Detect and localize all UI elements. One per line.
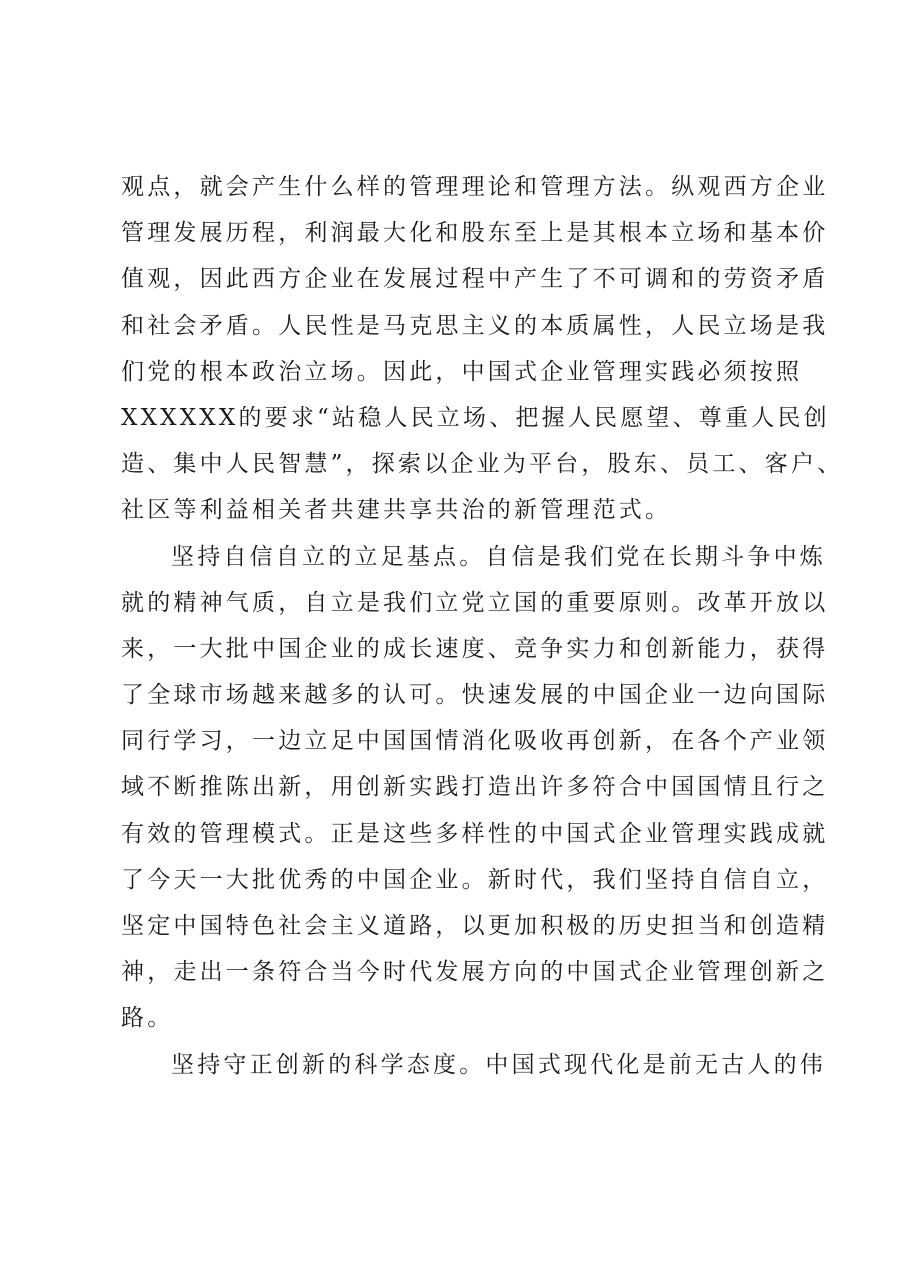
text-line: 坚持自信自立的立足基点。自信是我们党在长期斗争中炼 <box>171 543 826 570</box>
text-line: 值观，因此西方企业在发展过程中产生了不可调和的劳资矛盾 <box>121 266 829 293</box>
text-line: 来，一大批中国企业的成长速度、竞争实力和创新能力，获得 <box>121 635 829 662</box>
text-line: 了今天一大批优秀的中国企业。新时代，我们坚持自信自立， <box>121 866 829 893</box>
text-line: 和社会矛盾。人民性是马克思主义的本质属性，人民立场是我 <box>121 312 829 339</box>
text-line: 们党的根本政治立场。因此，中国式企业管理实践必须按照 <box>121 358 803 385</box>
text-line: 路。 <box>121 1005 174 1032</box>
paragraph-self-confidence <box>121 534 829 1042</box>
text-line: 坚定中国特色社会主义道路，以更加积极的历史担当和创造精 <box>121 913 829 939</box>
document-body <box>121 164 844 1088</box>
text-line: 神，走出一条符合当今时代发展方向的中国式企业管理创新之 <box>121 959 829 986</box>
text-line: 坚持守正创新的科学态度。中国式现代化是前无古人的伟 <box>171 1051 826 1078</box>
text-line: 了全球市场越来越多的认可。快速发展的中国企业一边向国际 <box>121 682 829 709</box>
text-line: 管理发展历程，利润最大化和股东至上是其根本立场和基本价 <box>121 220 829 247</box>
text-line: XXXXXX的要求“站稳人民立场、把握人民愿望、尊重人民创 <box>121 404 830 431</box>
text-line: 观点，就会产生什么样的管理理论和管理方法。纵观西方企业 <box>121 174 829 200</box>
text-line: 造、集中人民智慧”，探索以企业为平台，股东、员工、客户、 <box>121 451 844 478</box>
paragraph-people-centered <box>121 164 844 534</box>
text-line: 域不断推陈出新，用创新实践打造出许多符合中国国情且行之 <box>121 774 829 801</box>
paragraph-innovation <box>121 1042 826 1088</box>
text-line: 社区等利益相关者共建共享共治的新管理范式。 <box>121 497 672 524</box>
text-line: 同行学习，一边立足中国国情消化吸收再创新，在各个产业领 <box>121 728 829 755</box>
text-line: 就的精神气质，自立是我们立党立国的重要原则。改革开放以 <box>121 589 829 616</box>
text-line: 有效的管理模式。正是这些多样性的中国式企业管理实践成就 <box>121 820 829 847</box>
